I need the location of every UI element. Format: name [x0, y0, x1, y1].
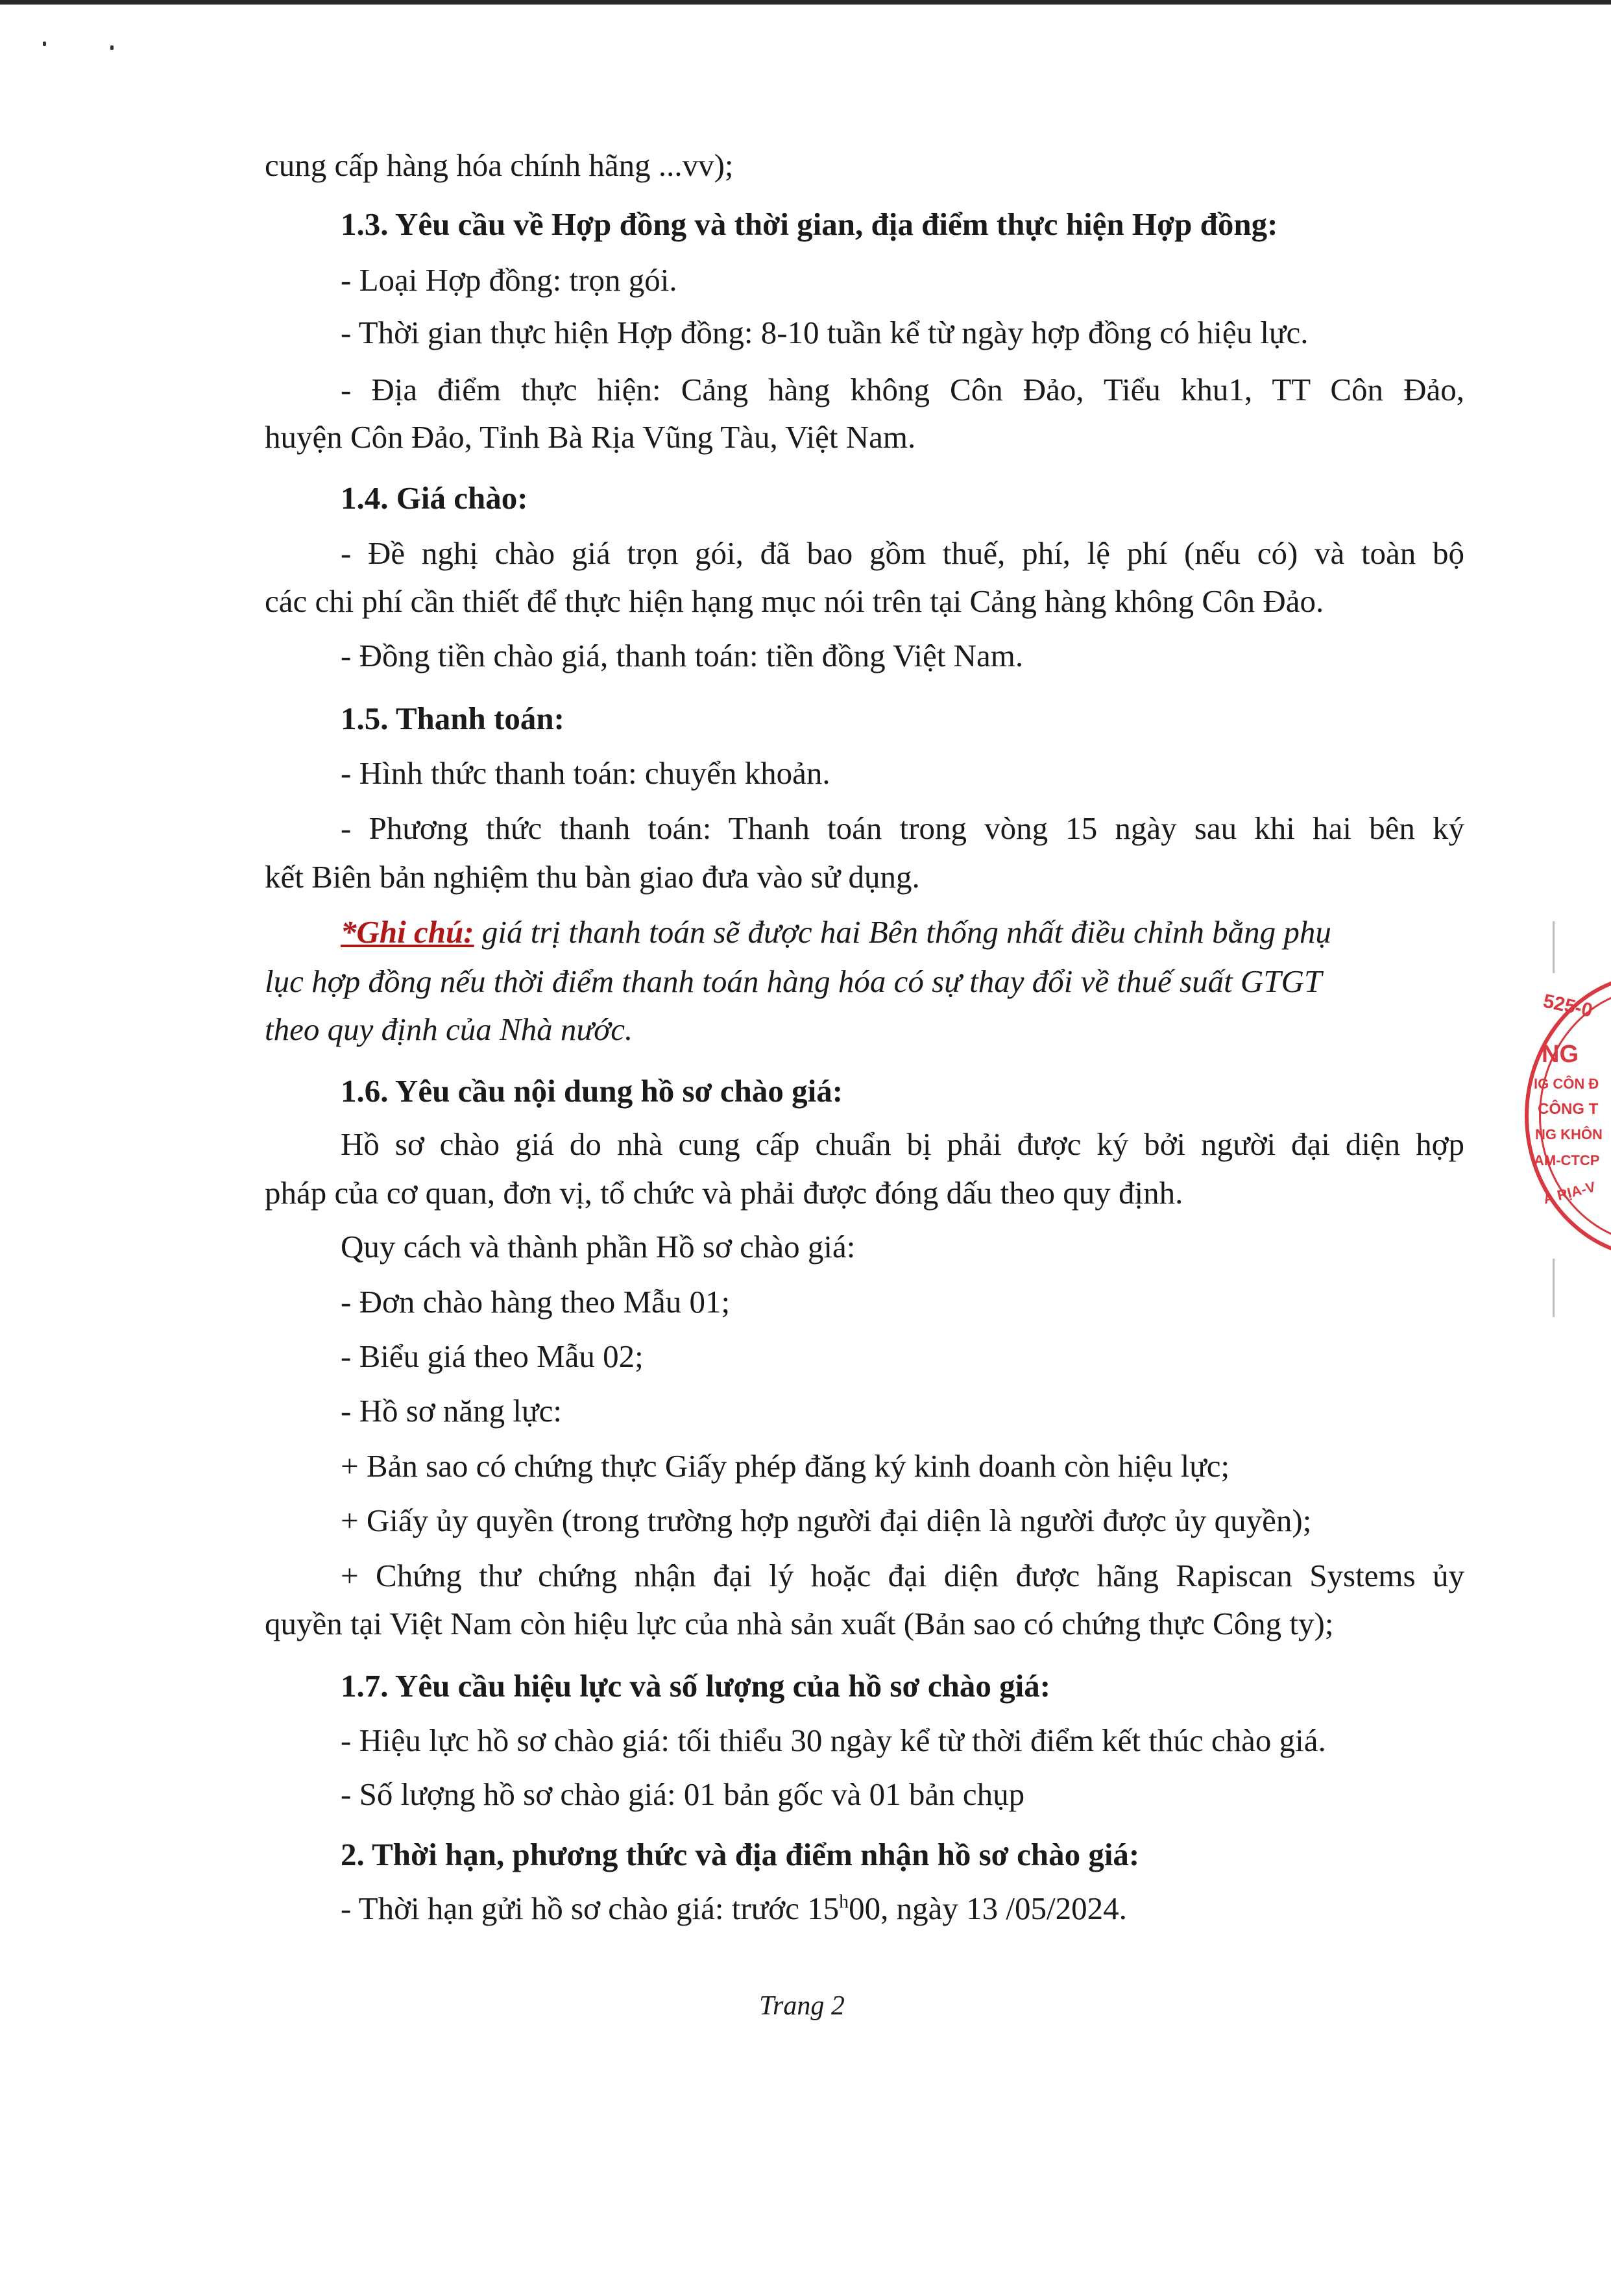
note-text: giá trị thanh toán sẽ được hai Bên thống nhất điều chỉnh bằng phụ	[474, 914, 1331, 950]
hour-superscript: h	[839, 1891, 849, 1913]
text-line: - Biểu giá theo Mẫu 02;	[341, 1338, 644, 1374]
text-line: - Đồng tiền chào giá, thanh toán: tiền đồng Việt Nam.	[341, 638, 1024, 673]
company-seal	[1512, 973, 1611, 1259]
text-line: - Phương thức thanh toán: Thanh toán trong vòng 15 ngày sau khi hai bên ký	[341, 810, 1464, 846]
seal-text: AM-CTCP	[1534, 1152, 1600, 1168]
deadline-text: - Thời hạn gửi hồ sơ chào giá: trước 15	[341, 1891, 840, 1926]
text-line: Quy cách và thành phần Hồ sơ chào giá:	[341, 1229, 856, 1264]
note-line: theo quy định của Nhà nước.	[265, 1011, 633, 1047]
note-label: *Ghi chú:	[341, 914, 474, 950]
seal-text: IG CÔN Đ	[1534, 1076, 1599, 1092]
text-line: kết Biên bản nghiệm thu bàn giao đưa vào sử dụng.	[265, 859, 920, 895]
margin-rule	[1553, 1259, 1555, 1317]
section-heading-2: 2. Thời hạn, phương thức và địa điểm nhận hồ sơ chào giá:	[341, 1837, 1140, 1872]
text-line: - Địa điểm thực hiện: Cảng hàng không Côn Đảo, Tiểu khu1, TT Côn Đảo,	[341, 372, 1464, 407]
note-line: lục hợp đồng nếu thời điểm thanh toán hàng hóa có sự thay đổi về thuế suất GTGT	[265, 963, 1322, 999]
text-line: cung cấp hàng hóa chính hãng ...vv);	[265, 147, 734, 183]
section-heading-1-5: 1.5. Thanh toán:	[341, 701, 564, 736]
text-line: - Hiệu lực hồ sơ chào giá: tối thiểu 30 ngày kể từ thời điểm kết thúc chào giá.	[341, 1722, 1326, 1758]
text-line	[341, 1889, 1127, 1928]
seal-text: 525-0	[1541, 990, 1595, 1022]
seal-text: CÔNG T	[1538, 1100, 1599, 1118]
note-line	[341, 913, 1464, 952]
text-line: + Giấy ủy quyền (trong trường hợp người đại diện là người được ủy quyền);	[341, 1503, 1312, 1538]
text-line: các chi phí cần thiết để thực hiện hạng mục nói trên tại Cảng hàng không Côn Đảo.	[265, 583, 1324, 619]
section-heading-1-7: 1.7. Yêu cầu hiệu lực và số lượng của hồ sơ chào giá:	[341, 1668, 1051, 1704]
text-line: pháp của cơ quan, đơn vị, tổ chức và phải được đóng dấu theo quy định.	[265, 1175, 1183, 1211]
section-heading-1-4: 1.4. Giá chào:	[341, 480, 528, 516]
text-line: - Hồ sơ năng lực:	[341, 1393, 562, 1429]
text-line: + Chứng thư chứng nhận đại lý hoặc đại diện được hãng Rapiscan Systems ủy	[341, 1558, 1464, 1593]
text-line: - Đề nghị chào giá trọn gói, đã bao gồm thuế, phí, lệ phí (nếu có) và toàn bộ	[341, 535, 1464, 571]
text-line: - Loại Hợp đồng: trọn gói.	[341, 262, 677, 298]
text-line: - Hình thức thanh toán: chuyển khoản.	[341, 755, 830, 791]
margin-rule	[1553, 921, 1555, 973]
page-number: Trang 2	[759, 1991, 845, 2021]
seal-text: À RỊA-V	[1542, 1178, 1597, 1207]
deadline-date: 00, ngày 13 /05/2024.	[849, 1891, 1127, 1926]
text-line: huyện Côn Đảo, Tỉnh Bà Rịa Vũng Tàu, Việt Nam.	[265, 419, 916, 455]
section-heading-1-6: 1.6. Yêu cầu nội dung hồ sơ chào giá:	[341, 1073, 843, 1109]
text-line: quyền tại Việt Nam còn hiệu lực của nhà sản xuất (Bản sao có chứng thực Công ty);	[265, 1606, 1334, 1641]
section-heading-1-3: 1.3. Yêu cầu về Hợp đồng và thời gian, địa điểm thực hiện Hợp đồng:	[341, 206, 1278, 242]
text-line: + Bản sao có chứng thực Giấy phép đăng ký kinh doanh còn hiệu lực;	[341, 1448, 1230, 1484]
seal-text: NG KHÔN	[1535, 1126, 1603, 1142]
text-line: - Đơn chào hàng theo Mẫu 01;	[341, 1284, 731, 1320]
text-line: Hồ sơ chào giá do nhà cung cấp chuẩn bị phải được ký bởi người đại diện hợp	[341, 1126, 1464, 1162]
seal-text: NG	[1542, 1041, 1579, 1068]
text-line: - Số lượng hồ sơ chào giá: 01 bản gốc và 01 bản chụp	[341, 1776, 1025, 1812]
text-line: - Thời gian thực hiện Hợp đồng: 8-10 tuần kể từ ngày hợp đồng có hiệu lực.	[341, 315, 1309, 350]
